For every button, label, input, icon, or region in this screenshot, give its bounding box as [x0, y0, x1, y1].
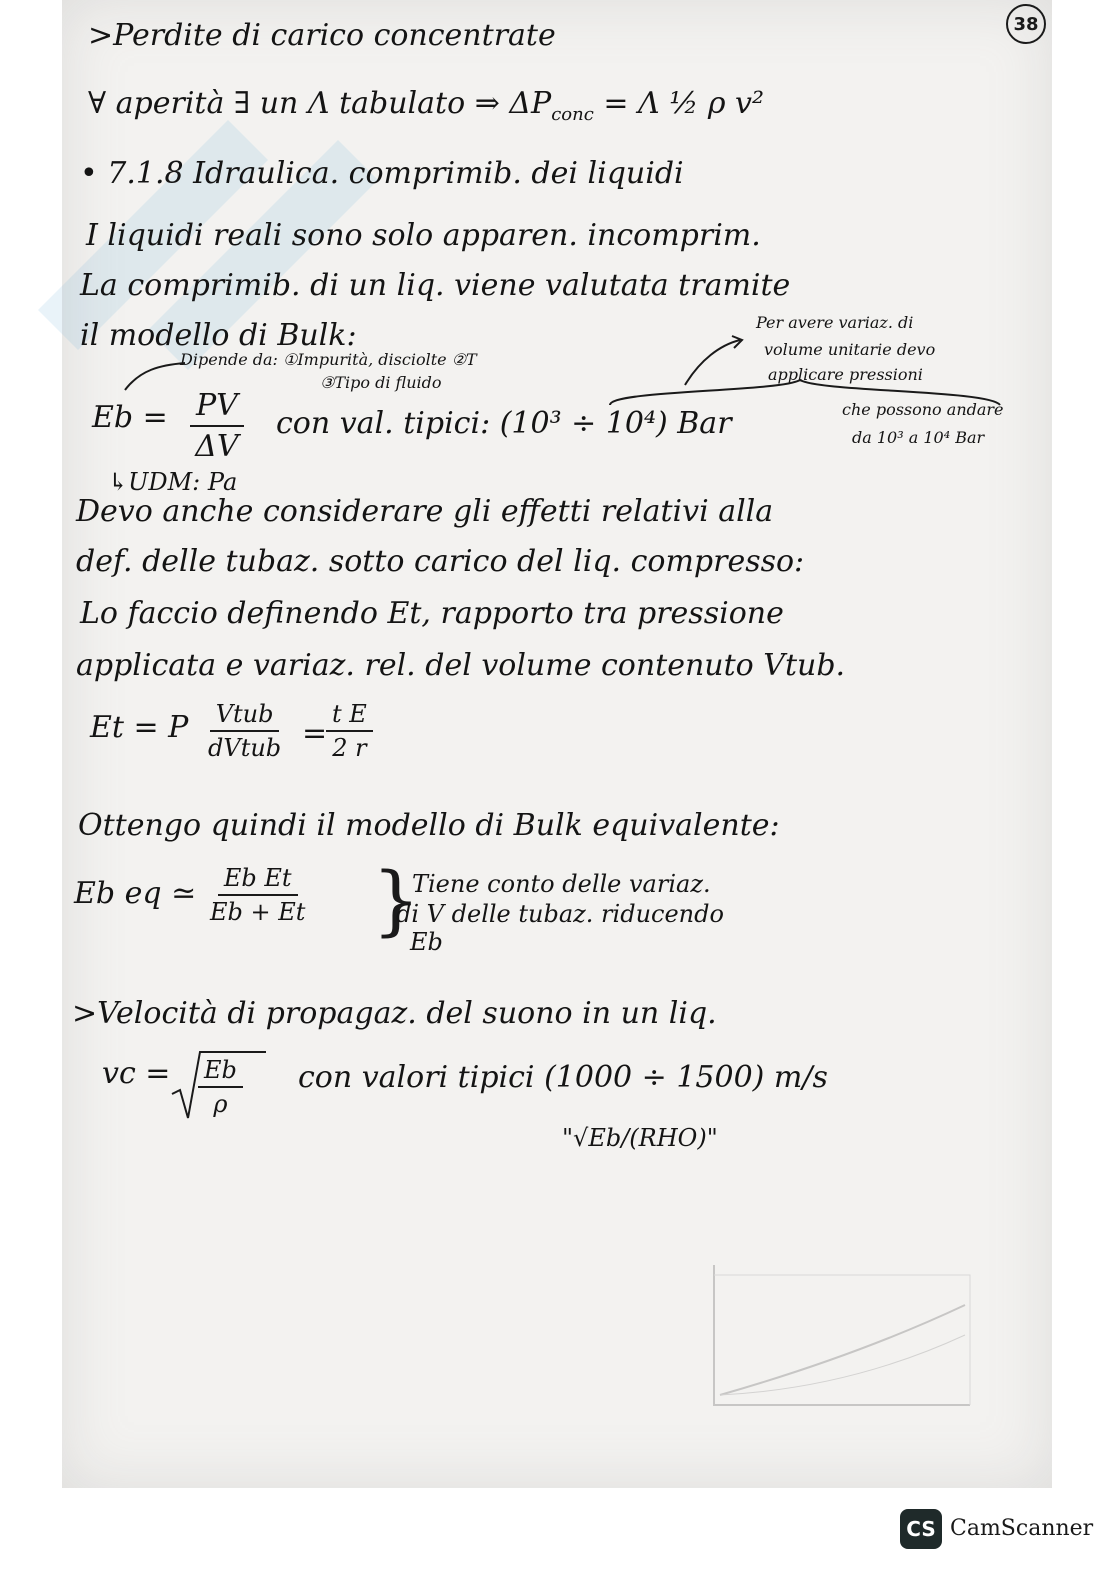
line-text: ∀ aperità ∃ un Λ tabulato ⇒ ΔP	[88, 86, 552, 121]
et-label: Et = P	[90, 710, 189, 745]
et-numerator-1: Vtub	[210, 700, 280, 732]
subscript-conc: conc	[551, 104, 594, 125]
line-tail: = Λ ½ ρ v²	[603, 86, 764, 121]
udm-note: ↳UDM: Pa	[108, 468, 238, 496]
faint-sketch-icon	[700, 1255, 980, 1415]
calculator-expression: "√Eb/(RHO)"	[562, 1124, 718, 1152]
eb-fraction	[190, 388, 244, 464]
vc-label: vc =	[102, 1056, 171, 1091]
ebeq-numerator: Eb Et	[218, 864, 298, 896]
annotation-depends-on: Dipende da: ①Impurità, disciolte ②T	[180, 350, 477, 369]
text-line: def. delle tubaz. sotto carico del liq. compresso:	[76, 544, 805, 579]
ebeq-label: Eb eq ≃	[74, 876, 197, 911]
eb-denominator: ΔV	[195, 429, 239, 464]
text-line: Devo anche considerare gli effetti relativi alla	[76, 494, 774, 529]
ebeq-fraction	[210, 864, 305, 926]
text-line: Ottengo quindi il modello di Bulk equivalente:	[78, 808, 780, 843]
side-note: volume unitarie devo	[764, 340, 936, 359]
side-note: da 10³ a 10⁴ Bar	[852, 428, 985, 447]
text-line: Lo faccio definendo Et, rapporto tra pressione	[80, 596, 784, 631]
et-denominator-1: dVtub	[208, 734, 282, 762]
side-note: applicare pressioni	[768, 365, 923, 384]
vc-numerator: Eb	[198, 1056, 243, 1088]
annotation-fluid-type: ③Tipo di fluido	[320, 373, 442, 392]
side-note: che possono andare	[842, 400, 1004, 419]
vc-fraction	[198, 1056, 243, 1118]
ebeq-note: di V delle tubaz. riducendo	[396, 900, 724, 928]
et-fraction-tube	[326, 700, 373, 762]
page-number: 38	[1006, 4, 1046, 44]
line-tabulated-lambda	[88, 86, 764, 125]
et-numerator-2: t E	[326, 700, 373, 732]
section-heading-7-1-8: • 7.1.8 Idraulica. comprimib. dei liquidi	[80, 156, 684, 191]
et-denominator-2: 2 r	[332, 734, 367, 762]
typical-values: con val. tipici: (10³ ÷ 10⁴) Bar	[276, 406, 732, 441]
text-line: La comprimib. di un liq. viene valutata tramite	[80, 268, 791, 303]
vc-denominator: ρ	[213, 1090, 228, 1118]
camscanner-brand: CamScanner	[950, 1516, 1094, 1541]
text-line: I liquidi reali sono solo apparen. incomprim.	[86, 218, 761, 253]
ebeq-denominator: Eb + Et	[210, 898, 306, 926]
curly-brace-arrow-icon	[600, 330, 1020, 410]
ebeq-note: Eb	[410, 928, 443, 956]
text-line: il modello di Bulk:	[80, 318, 357, 353]
heading-sound-velocity: >Velocità di propagaz. del suono in un liq.	[72, 996, 717, 1031]
ebeq-note: Tiene conto delle variaz.	[412, 870, 711, 898]
et-fraction-volume	[208, 700, 281, 762]
heading-concentrated-losses: >Perdite di carico concentrate	[88, 18, 556, 53]
brace-icon: }	[372, 855, 421, 944]
camscanner-logo: CS	[900, 1509, 942, 1549]
arrow-icon	[120, 355, 190, 395]
eb-numerator: PV	[190, 388, 244, 427]
side-note: Per avere variaz. di	[756, 313, 914, 332]
et-equals: =	[302, 716, 328, 751]
eb-label: Eb =	[92, 400, 168, 435]
text-line: applicata e variaz. rel. del volume contenuto Vtub.	[76, 648, 846, 683]
vc-typical-values: con valori tipici (1000 ÷ 1500) m/s	[298, 1060, 828, 1095]
